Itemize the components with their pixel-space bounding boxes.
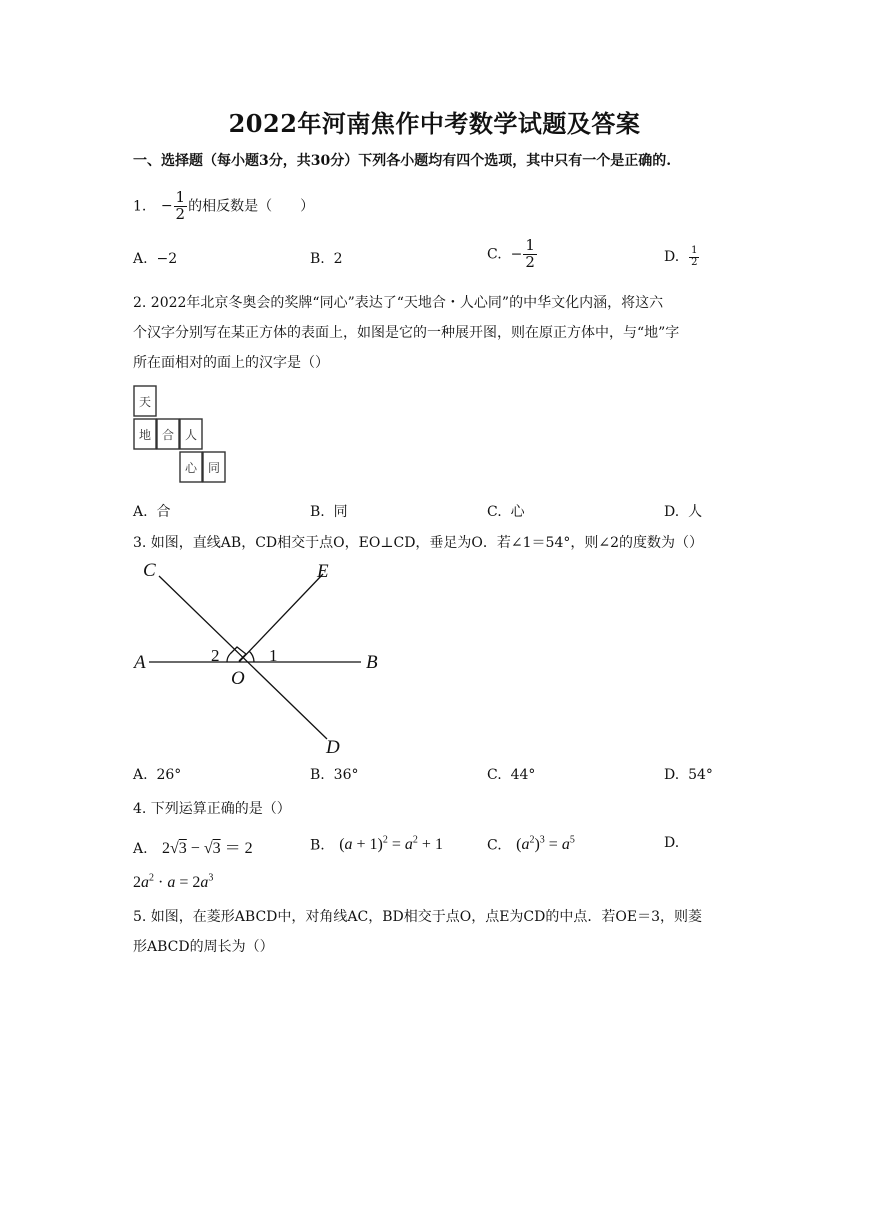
label-o: O: [231, 668, 245, 689]
option-a[interactable]: A. 26°: [133, 767, 182, 783]
label-angle-1: 1: [269, 646, 278, 665]
option-b[interactable]: B. 同: [310, 504, 348, 520]
option-b[interactable]: B. 2: [310, 251, 343, 267]
net-char-tian: 天: [138, 395, 152, 409]
label-b: B: [366, 652, 378, 673]
option-c[interactable]: C. 44°: [487, 767, 536, 783]
net-char-di: 地: [138, 428, 152, 442]
option-a[interactable]: A. 2√3 − √3 ＝ 2: [133, 840, 253, 857]
question-1: [133, 190, 314, 223]
formula-b: $(a + 1)^2 = a^2 + 1$: [339, 835, 443, 854]
option-d[interactable]: D. 人: [664, 504, 703, 520]
option-d-formula: [133, 873, 213, 892]
formula-d: $2a^2 \cdot a = 2a^3$: [133, 873, 214, 892]
cube-net-figure: [131, 383, 231, 488]
label-angle-2: 2: [211, 646, 220, 665]
label-d: D: [326, 737, 340, 756]
question-stem: 的相反数是（ ）: [188, 198, 315, 215]
net-char-ren: 人: [184, 428, 198, 442]
angle-1-arc: [249, 651, 254, 662]
option-b[interactable]: B. $(a + 1)^2 = a^2 + 1$: [310, 835, 443, 854]
option-d[interactable]: D. $\frac{1}{2}$: [664, 245, 698, 268]
sign: −: [160, 198, 173, 215]
option-d[interactable]: D.: [664, 835, 680, 851]
question-2-line-2: 个汉字分别写在某正方体的表面上，如图是它的一种展开图，则在原正方体中，与“地”字: [133, 325, 680, 341]
question-number: 1.: [133, 198, 147, 215]
question-4: 4. 下列运算正确的是（）: [133, 801, 291, 817]
question-3: 3. 如图，直线AB，CD相交于点O，EO⊥CD，垂足为O．若∠1＝54°，则∠2的度数为（）: [133, 535, 703, 551]
label-a: A: [134, 652, 146, 673]
angle-2-arc: [227, 654, 230, 662]
option-a[interactable]: A. 合: [133, 504, 171, 520]
question-5-line-1: 5. 如图，在菱形ABCD中，对角线AC，BD相交于点O，点E为CD的中点．若OE＝3，则菱: [133, 909, 702, 925]
option-b[interactable]: B. 36°: [310, 767, 359, 783]
label-e: E: [317, 561, 329, 582]
page-title: 2022年河南焦作中考数学试题及答案: [228, 109, 641, 138]
option-c[interactable]: C. 心: [487, 504, 525, 520]
net-char-tong: 同: [207, 461, 221, 475]
formula-c: $(a^2)^3 = a^5$: [516, 835, 575, 854]
option-d[interactable]: D. 54°: [664, 767, 713, 783]
question-5-line-2: 形ABCD的周长为（）: [133, 939, 274, 955]
option-c[interactable]: C. $(a^2)^3 = a^5$: [487, 835, 575, 854]
ray-oe: [239, 574, 323, 662]
intersecting-lines-figure: [131, 556, 391, 756]
section-header: 一、选择题（每小题3分，共30分）下列各小题均有四个选项，其中只有一个是正确的.: [133, 153, 672, 169]
net-char-xin: 心: [184, 461, 198, 475]
question-2-line-1: 2. 2022年北京冬奥会的奖牌“同心”表达了“天地合・人心同”的中华文化内涵，将这六: [133, 295, 664, 311]
fraction: $\frac{1}{2}$: [175, 188, 186, 223]
question-2-line-3: 所在面相对的面上的汉字是（）: [133, 355, 329, 371]
option-a[interactable]: A. −2: [133, 251, 178, 267]
label-c: C: [143, 560, 156, 581]
formula-a: 2√3 − √3 ＝ 2: [162, 840, 253, 857]
net-char-he: 合: [161, 428, 175, 442]
option-c[interactable]: C. − $\frac{1}{2}$: [487, 236, 535, 271]
